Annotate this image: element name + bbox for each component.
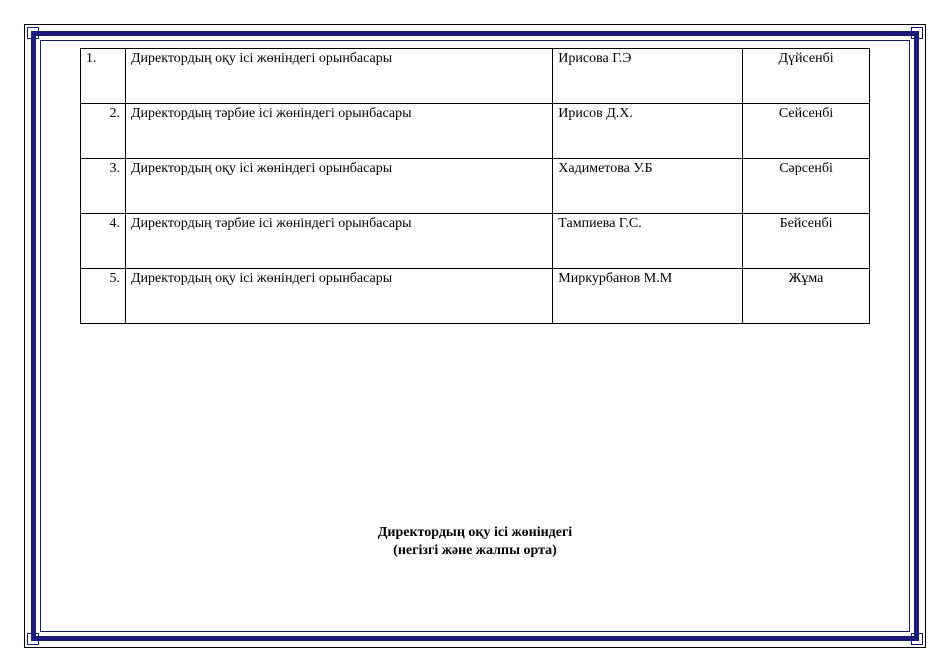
row-person: Хадиметова У.Б (553, 159, 743, 214)
row-weekday: Бейсенбі (743, 214, 870, 269)
frame-corner-ornament (911, 27, 923, 39)
frame-corner-ornament (27, 633, 39, 645)
row-weekday: Дүйсенбі (743, 49, 870, 104)
caption-title: Директордың оқу ісі жөніндегі (377, 525, 573, 540)
row-number: 1. (81, 49, 126, 104)
table-row (81, 269, 870, 324)
row-number: 4. (81, 214, 126, 269)
table-row (81, 104, 870, 159)
row-weekday: Сәрсенбі (743, 159, 870, 214)
row-weekday: Жұма (743, 269, 870, 324)
reception-schedule-table (80, 48, 870, 324)
row-person: Ирисов Д.Х. (553, 104, 743, 159)
row-position: Директордың оқу ісі жөніндегі орынбасары (125, 269, 552, 324)
table-row (81, 159, 870, 214)
row-number: 3. (81, 159, 126, 214)
row-position: Директордың тәрбие ісі жөніндегі орынбасары (125, 214, 552, 269)
row-person: Ирисова Г.Э (553, 49, 743, 104)
row-person: Миркурбанов М.М (553, 269, 743, 324)
row-position: Директордың оқу ісі жөніндегі орынбасары (125, 159, 552, 214)
section-caption (0, 524, 950, 560)
table-row (81, 214, 870, 269)
row-position: Директордың оқу ісі жөніндегі орынбасары (125, 49, 552, 104)
row-position: Директордың тәрбие ісі жөніндегі орынбасары (125, 104, 552, 159)
table-row (81, 49, 870, 104)
row-number: 2. (81, 104, 126, 159)
row-weekday: Сейсенбі (743, 104, 870, 159)
caption-subtitle: (негізгі және жалпы орта) (393, 543, 557, 558)
frame-corner-ornament (911, 633, 923, 645)
frame-corner-ornament (27, 27, 39, 39)
row-number: 5. (81, 269, 126, 324)
row-person: Тампиева Г.С. (553, 214, 743, 269)
